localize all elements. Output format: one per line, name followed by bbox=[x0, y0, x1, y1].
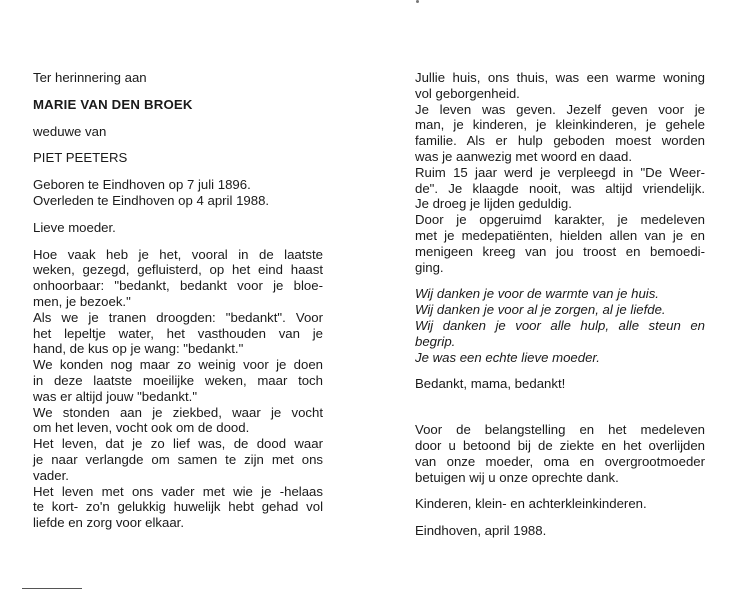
birth-line: Geboren te Eindhoven op 7 juli 1896. bbox=[33, 177, 251, 193]
bottom-rule bbox=[22, 588, 82, 589]
body-line: Je droeg je lijden geduldig. bbox=[415, 196, 572, 212]
body-line: Je leven was geven. Jezelf geven voor je bbox=[415, 101, 705, 117]
body-line: liefde en zorg voor elkaar. bbox=[33, 515, 185, 531]
family-signature: Kinderen, klein- en achterkleinkinderen. bbox=[415, 496, 647, 512]
body-line: het lepeltje water, het vasthouden van je bbox=[33, 325, 323, 341]
verse-line: Je was een echte lieve moeder. bbox=[415, 349, 600, 365]
body-line: door u betoond bij de ziekte en het overlijden bbox=[415, 437, 705, 453]
body-line: Hoe vaak heb je het, vooral in de laatste bbox=[33, 246, 323, 262]
bedankt-line: Bedankt, mama, bedankt! bbox=[415, 376, 566, 392]
body-line: familie. Als er hulp geboden moest worden bbox=[415, 133, 705, 149]
body-line: We stonden aan je ziekbed, waar je vocht bbox=[33, 404, 323, 420]
body-line: Als we je tranen droogden: "bedankt". Voor bbox=[33, 309, 323, 325]
body-line: te kort- zo'n gelukkig huwelijk hebt gehad vol bbox=[33, 499, 323, 515]
body-line: Door je opgeruimd karakter, je medeleven bbox=[415, 212, 705, 228]
body-line: de". Je klaagde nooit, was altijd vriendelijk. bbox=[415, 180, 705, 196]
body-line: van onze moeder, oma en overgrootmoeder bbox=[415, 453, 705, 469]
body-line: We konden nog maar zo weinig voor je doen bbox=[33, 357, 323, 373]
body-line: menigeen kreeg van jou troost en bemoedi- bbox=[415, 243, 705, 259]
left-body bbox=[33, 247, 323, 531]
body-line: was er altijd jouw "bedankt." bbox=[33, 388, 198, 404]
verse-line: Wij danken je voor al je zorgen, al je liefde. bbox=[415, 302, 666, 318]
body-line: Het leven, dat je zo lief was, de dood waar bbox=[33, 436, 323, 452]
verse-line: Wij danken je voor de warmte van je huis. bbox=[415, 286, 659, 302]
body-line: weken, gezegd, gefluisterd, op het eind haast bbox=[33, 262, 323, 278]
body-line: man, je kinderen, je kleinkinderen, je gehele bbox=[415, 117, 705, 133]
right-column bbox=[415, 70, 705, 539]
thanks-verse bbox=[415, 286, 705, 365]
body-line: om het leven, vocht ook om de dood. bbox=[33, 420, 250, 436]
tribute-paragraph bbox=[415, 70, 705, 275]
body-line: in deze laatste moeilijke weken, maar toch bbox=[33, 372, 323, 388]
body-line: Voor de belangstelling en het medeleven bbox=[415, 422, 705, 438]
acknowledgement bbox=[415, 422, 705, 485]
body-line: met je medepatiënten, hielden allen van je en bbox=[415, 227, 705, 243]
left-column bbox=[33, 70, 323, 531]
death-line: Overleden te Eindhoven op 4 april 1988. bbox=[33, 192, 270, 208]
print-mark bbox=[416, 0, 419, 3]
salutation: Lieve moeder. bbox=[33, 219, 116, 235]
body-line: men, je bezoek." bbox=[33, 293, 131, 309]
body-line: je naar verlangde om samen te zijn met ons bbox=[33, 451, 323, 467]
body-line: ging. bbox=[415, 259, 444, 275]
body-line: onhoorbaar: "bedankt, bedankt voor je bloe- bbox=[33, 278, 323, 294]
body-line: vol geborgenheid. bbox=[415, 85, 520, 101]
body-line: Jullie huis, ons thuis, was een warme woning bbox=[415, 70, 705, 85]
intro-text: Ter herinnering aan bbox=[33, 70, 147, 85]
husband-name: PIET PEETERS bbox=[33, 150, 128, 166]
body-line: vader. bbox=[33, 467, 69, 483]
body-line: hand, de kus op je wang: "bedankt." bbox=[33, 341, 244, 357]
place-date: Eindhoven, april 1988. bbox=[415, 523, 547, 539]
deceased-name: MARIE VAN DEN BROEK bbox=[33, 96, 193, 112]
body-line: was je aanwezig met woord en daad. bbox=[415, 148, 632, 164]
verse-line: Wij danken je voor alle hulp, alle steun en bbox=[415, 317, 705, 333]
body-line: Ruim 15 jaar werd je verpleegd in "De Weer- bbox=[415, 164, 705, 180]
body-line: Het leven met ons vader met wie je -helaas bbox=[33, 483, 323, 499]
body-line: betuigen wij u onze oprechte dank. bbox=[415, 469, 619, 485]
verse-line: begrip. bbox=[415, 333, 456, 349]
widow-of-text: weduwe van bbox=[33, 123, 107, 139]
